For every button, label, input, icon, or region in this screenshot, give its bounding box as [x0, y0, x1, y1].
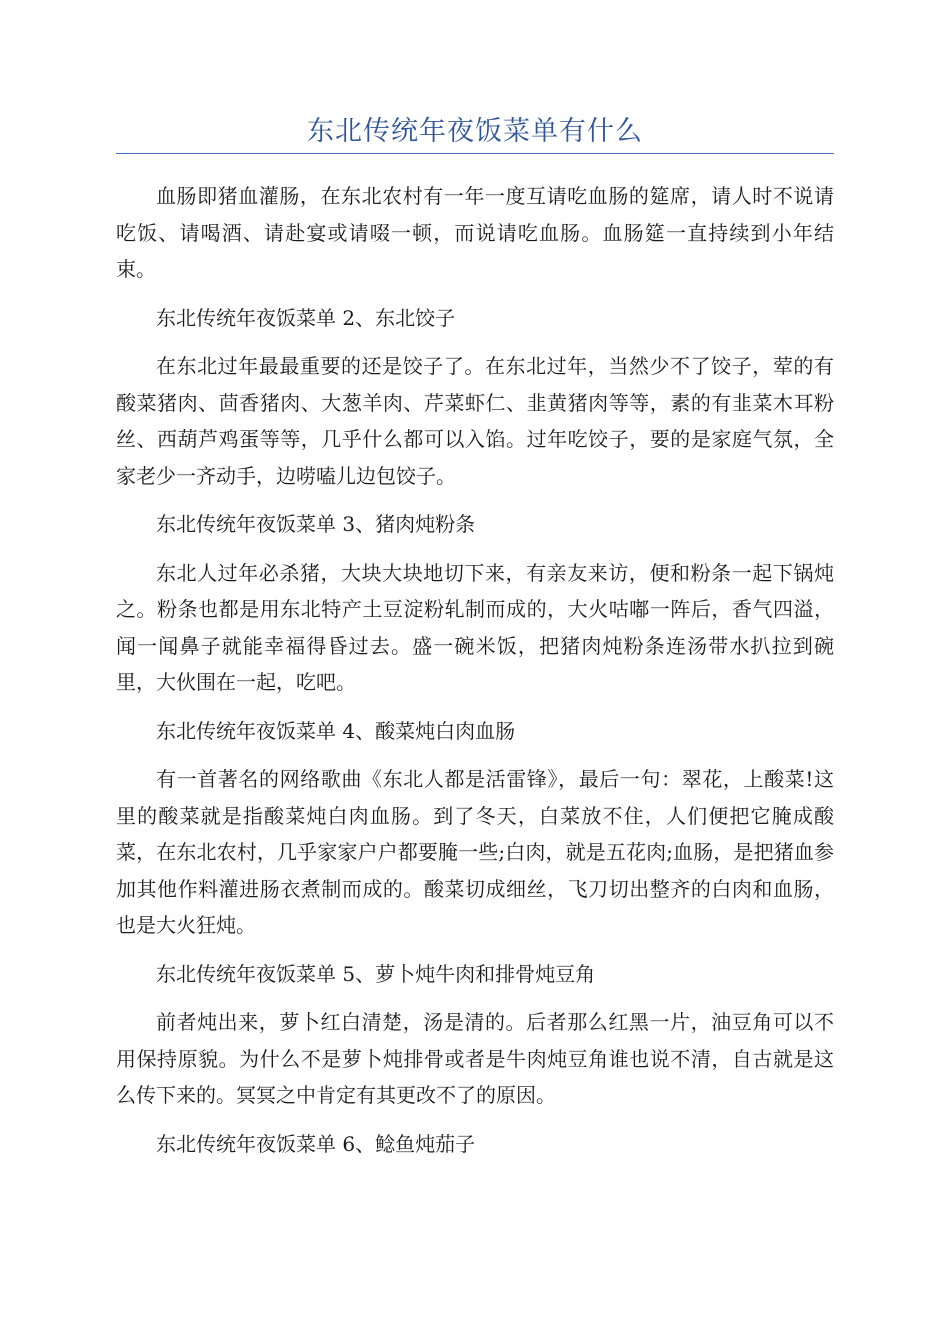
section-heading-sauerkraut: 东北传统年夜饭菜单 4、酸菜炖白肉血肠: [156, 718, 516, 743]
section-heading-dumplings: 东北传统年夜饭菜单 2、东北饺子: [156, 305, 456, 330]
document-title: 东北传统年夜饭菜单有什么: [307, 116, 643, 147]
section-heading-radish-beef: 东北传统年夜饭菜单 5、萝卜炖牛肉和排骨炖豆角: [156, 961, 596, 986]
paragraph-blood-sausage: 血肠即猪血灌肠，在东北农村有一年一度互请吃血肠的筵席，请人时不说请吃饭、请喝酒、请赴宴或请啜一顿，而说请吃血肠。血肠筵一直持续到小年结束。: [116, 184, 834, 281]
paragraph-dumplings: 在东北过年最最重要的还是饺子了。在东北过年，当然少不了饺子，荤的有酸菜猪肉、茴香猪肉、大葱羊肉、芹菜虾仁、韭黄猪肉等等，素的有韭菜木耳粉丝、西葫芦鸡蛋等等，几乎什么都可以入馅。过年吃饺子，要的是家庭气氛，全家老少一齐动手，边唠嗑儿边包饺子。: [116, 354, 834, 488]
paragraph-sauerkraut: 有一首著名的网络歌曲《东北人都是活雷锋》，最后一句：翠花，上酸菜!这里的酸菜就是指酸菜炖白肉血肠。到了冬天，白菜放不住，人们便把它腌成酸菜，在东北农村，几乎家家户户都要腌一些;白肉，就是五花肉;血肠，是把猪血参加其他作料灌进肠衣煮制而成的。酸菜切成细丝，飞刀切出整齐的白肉和血肠，也是大火狂炖。: [116, 767, 834, 937]
document-body: [116, 178, 834, 1174]
section-heading-catfish: 东北传统年夜饭菜单 6、鲶鱼炖茄子: [156, 1131, 476, 1156]
paragraph-pork-noodles: 东北人过年必杀猪，大块大块地切下来，有亲友来访，便和粉条一起下锅炖之。粉条也都是用东北特产土豆淀粉轧制而成的，大火咕嘟一阵后，香气四溢，闻一闻鼻子就能幸福得昏过去。盛一碗米饭，把猪肉炖粉条连汤带水扒拉到碗里，大伙围在一起，吃吧。: [116, 560, 834, 694]
title-underline: [116, 153, 834, 154]
section-heading-pork-noodles: 东北传统年夜饭菜单 3、猪肉炖粉条: [156, 512, 476, 536]
paragraph-radish-beef: 前者炖出来，萝卜红白清楚，汤是清的。后者那么红黑一片，油豆角可以不用保持原貌。为什么不是萝卜炖排骨或者是牛肉炖豆角谁也说不清，自古就是这么传下来的。冥冥之中肯定有其更改不了的原因。: [116, 1010, 834, 1107]
